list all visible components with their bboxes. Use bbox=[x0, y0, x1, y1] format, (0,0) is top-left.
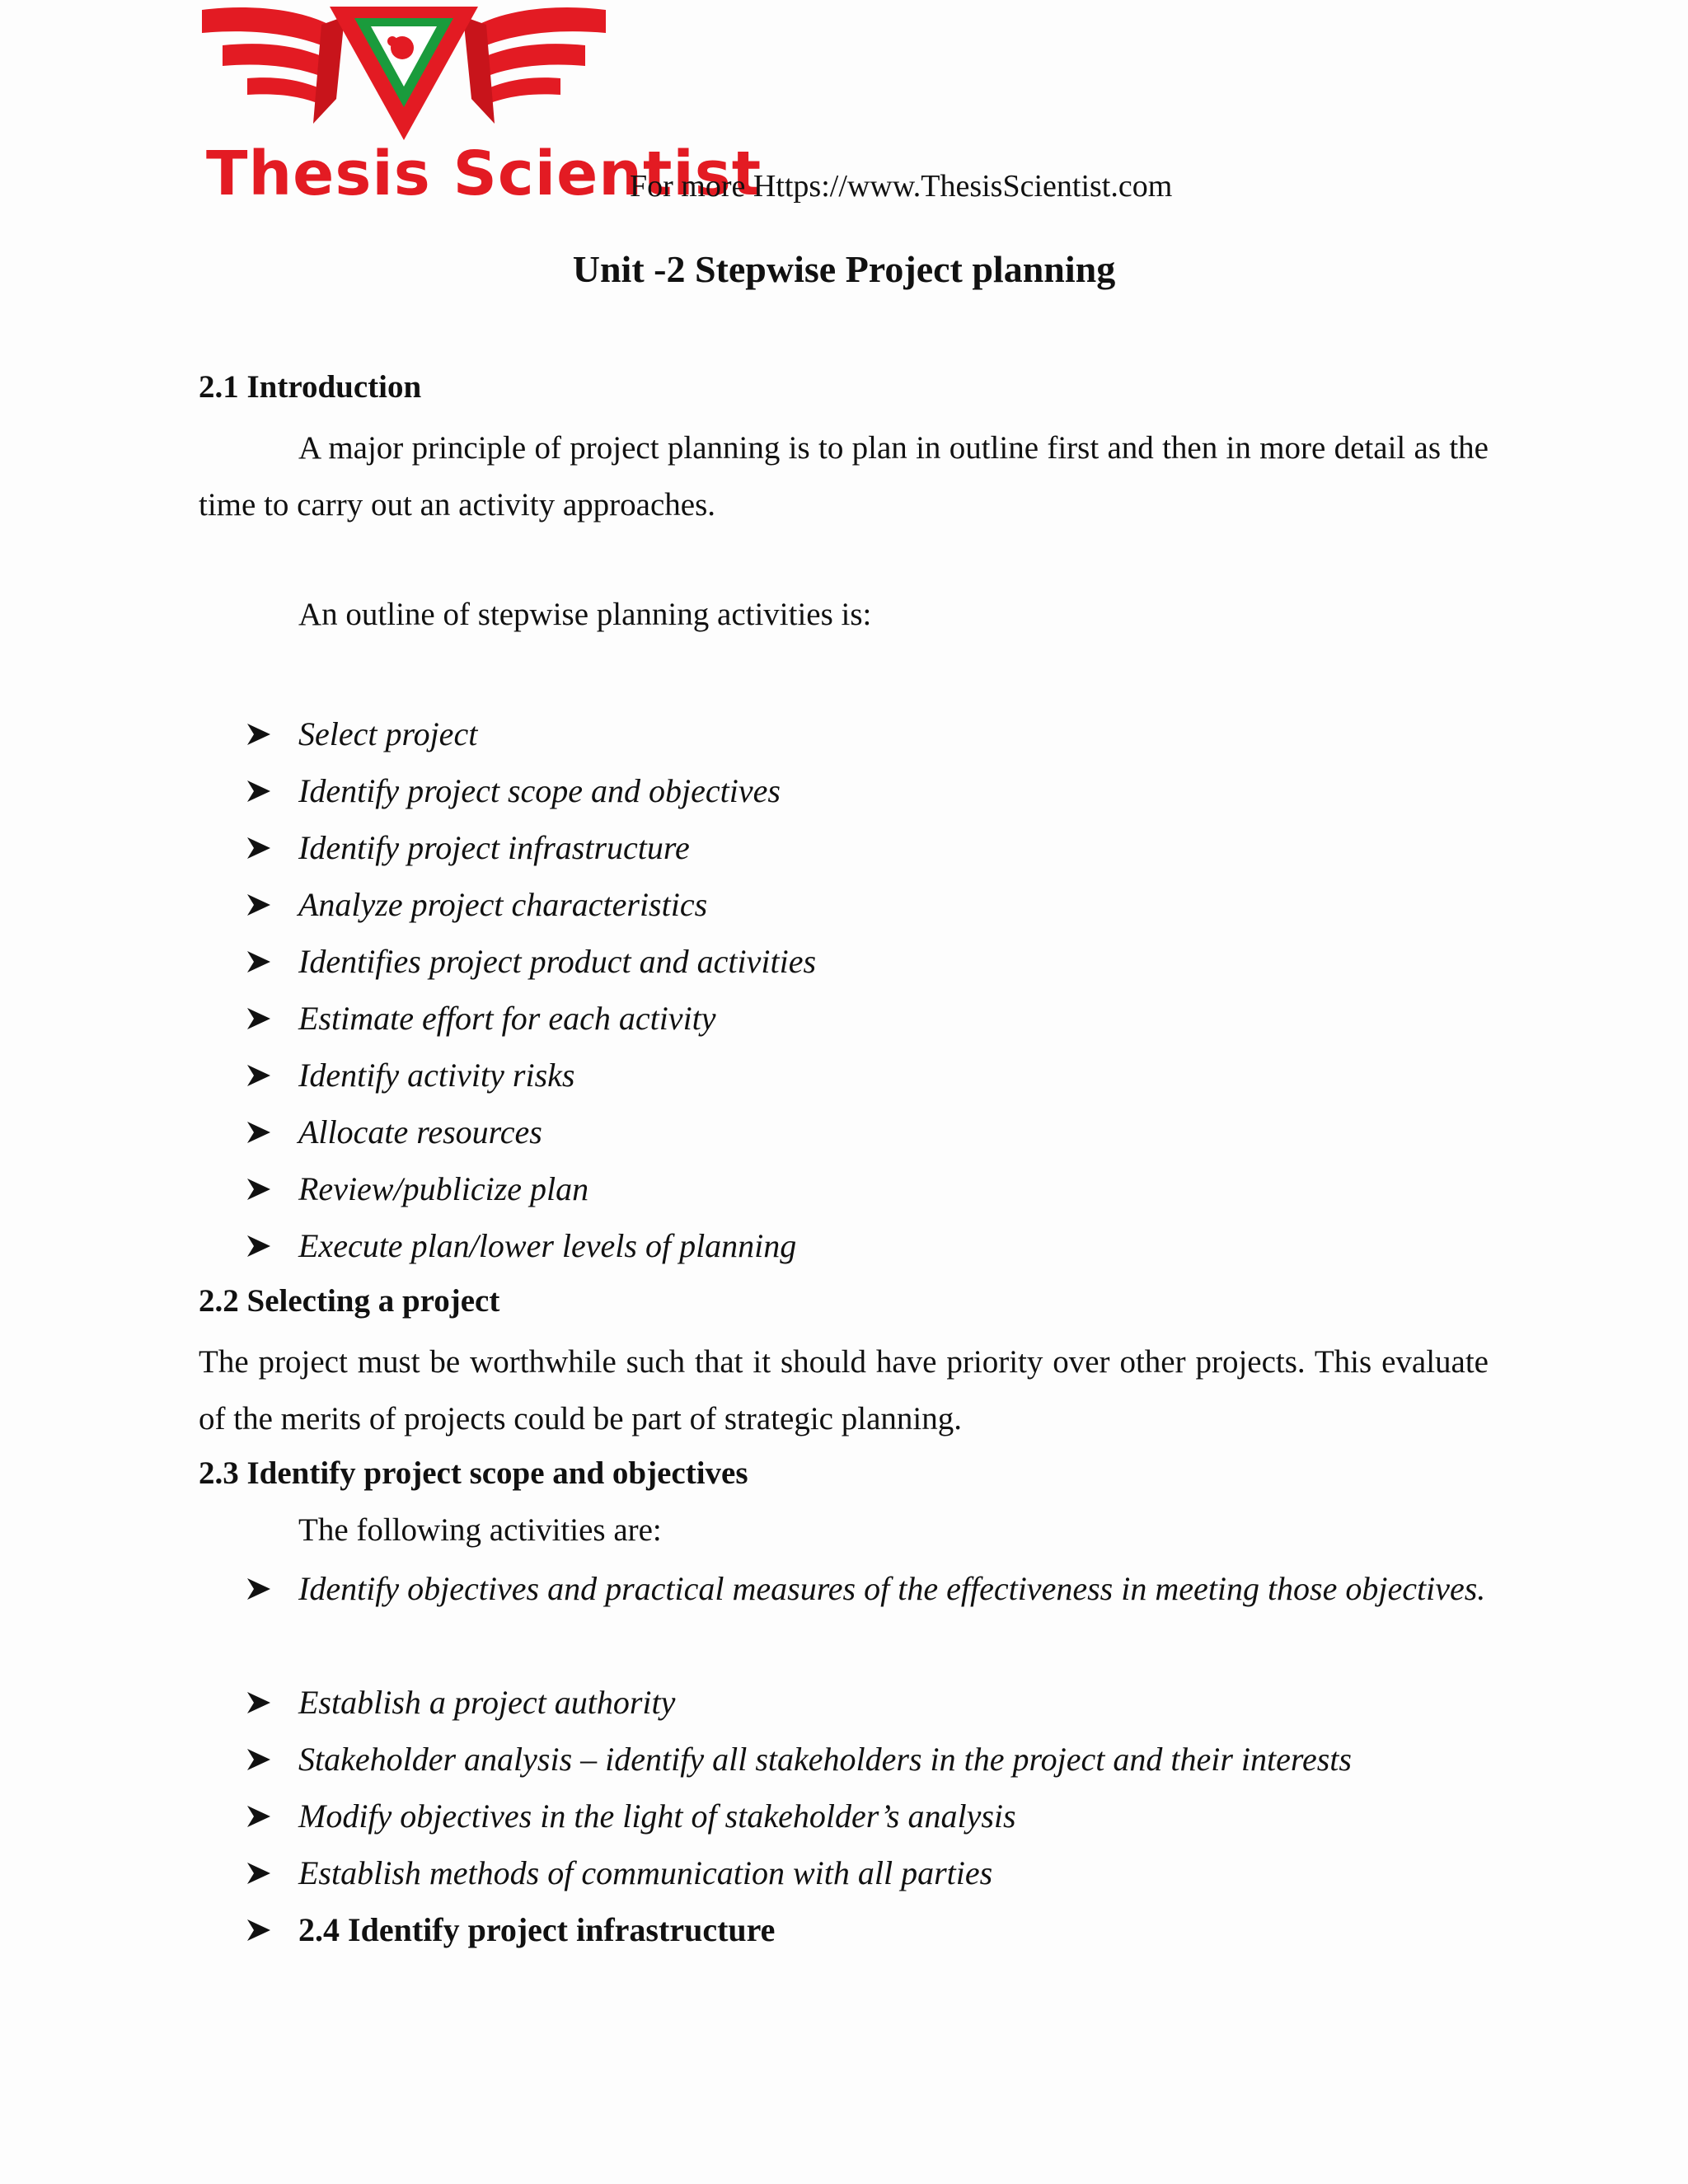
list-item-text: Estimate effort for each activity bbox=[298, 1000, 716, 1037]
arrowhead-bullet-icon bbox=[247, 1179, 270, 1200]
list-item bbox=[0, 1047, 1688, 1104]
list-item-text: Identify objectives and practical measures of the effectiveness in meeting those objectives. bbox=[298, 1570, 1486, 1607]
list-item bbox=[0, 990, 1688, 1047]
list-item bbox=[0, 762, 1688, 819]
list-item bbox=[0, 1901, 1688, 1958]
arrowhead-bullet-icon bbox=[247, 1122, 270, 1143]
list-item bbox=[0, 933, 1688, 990]
arrowhead-bullet-icon bbox=[247, 724, 270, 745]
section-heading-selecting-project: 2.2 Selecting a project bbox=[199, 1283, 500, 1319]
list-item-text: Identify activity risks bbox=[298, 1057, 575, 1094]
arrowhead-bullet-icon bbox=[247, 1235, 270, 1257]
selecting-project-paragraph: The project must be worthwhile such that it should have priority over other projects. This evaluate of the merits of projects could be part of strategic planning. bbox=[199, 1344, 1489, 1436]
document-title: Unit -2 Stepwise Project planning bbox=[572, 248, 1116, 290]
list-item-text: Establish methods of communication with all parties bbox=[298, 1854, 993, 1891]
list-item bbox=[0, 1731, 1688, 1788]
scope-activities-list bbox=[0, 1560, 1688, 1958]
planning-activities-list bbox=[0, 705, 1688, 1274]
section-heading-infrastructure: 2.4 Identify project infrastructure bbox=[298, 1911, 776, 1948]
arrowhead-bullet-icon bbox=[247, 1863, 270, 1884]
list-item-text: Modify objectives in the light of stakeholder’s analysis bbox=[298, 1797, 1016, 1835]
intro-paragraph: A major principle of project planning is to plan in outline first and then in more detail as the time to carry out an activity approaches. bbox=[199, 430, 1489, 523]
arrowhead-bullet-icon bbox=[247, 780, 270, 802]
arrowhead-bullet-icon bbox=[247, 1919, 270, 1941]
list-item bbox=[0, 819, 1688, 876]
arrowhead-bullet-icon bbox=[247, 1065, 270, 1086]
list-item-text: Identify project infrastructure bbox=[298, 829, 690, 866]
arrowhead-bullet-icon bbox=[247, 951, 270, 972]
list-item bbox=[0, 1674, 1688, 1731]
list-item-text: Review/publicize plan bbox=[298, 1170, 589, 1207]
list-item bbox=[0, 705, 1688, 762]
list-item bbox=[0, 1217, 1688, 1274]
scope-intro-text: The following activities are: bbox=[298, 1512, 662, 1548]
list-item bbox=[0, 1160, 1688, 1217]
list-item bbox=[0, 1560, 1688, 1674]
section-heading-scope-objectives: 2.3 Identify project scope and objectives bbox=[199, 1455, 748, 1491]
site-link[interactable]: For more Https://www.ThesisScientist.com bbox=[630, 169, 1173, 204]
arrowhead-bullet-icon bbox=[247, 1806, 270, 1827]
list-item-text: Allocate resources bbox=[298, 1113, 542, 1151]
list-item-text: Select project bbox=[298, 715, 478, 752]
arrowhead-bullet-icon bbox=[247, 1578, 270, 1600]
list-item-text: Identifies project product and activities bbox=[298, 943, 817, 980]
outline-intro-text: An outline of stepwise planning activities is: bbox=[298, 597, 872, 632]
arrowhead-bullet-icon bbox=[247, 1008, 270, 1029]
list-item bbox=[0, 1844, 1688, 1901]
list-item-text: Identify project scope and objectives bbox=[298, 772, 781, 809]
logo bbox=[198, 0, 762, 214]
arrowhead-bullet-icon bbox=[247, 1692, 270, 1713]
list-item bbox=[0, 876, 1688, 933]
list-item-text: Execute plan/lower levels of planning bbox=[298, 1227, 797, 1264]
logo-wordmark: Thesis Scientist bbox=[206, 138, 762, 209]
arrowhead-bullet-icon bbox=[247, 894, 270, 916]
arrowhead-bullet-icon bbox=[247, 1749, 270, 1770]
list-item-text: Analyze project characteristics bbox=[298, 886, 708, 923]
section-heading-introduction: 2.1 Introduction bbox=[199, 369, 422, 405]
arrowhead-bullet-icon bbox=[247, 837, 270, 859]
list-item-text: Establish a project authority bbox=[298, 1684, 676, 1721]
winged-triangle-logo-icon bbox=[198, 0, 610, 144]
list-item-text: Stakeholder analysis – identify all stakeholders in the project and their interests bbox=[298, 1741, 1352, 1778]
list-item bbox=[0, 1788, 1688, 1844]
list-item bbox=[0, 1104, 1688, 1160]
